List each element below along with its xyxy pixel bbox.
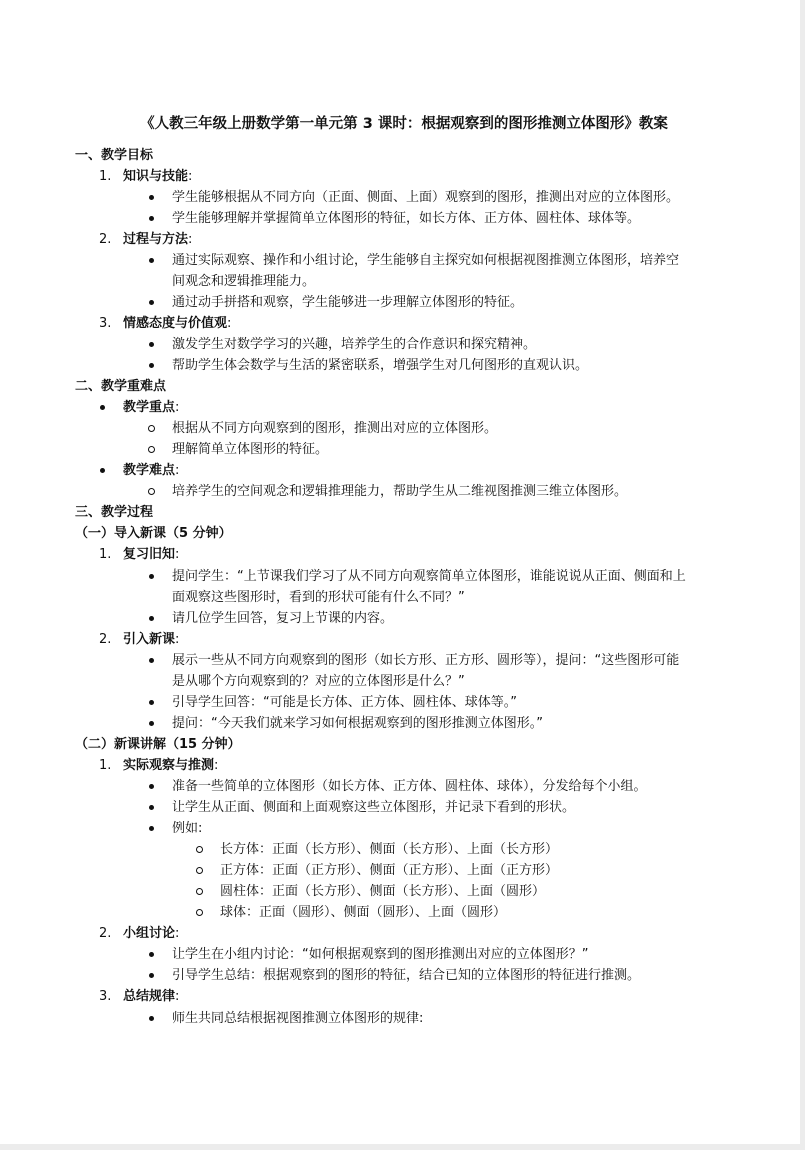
item-colon: :: [175, 547, 180, 562]
list-item-continuation: 是从哪个方向观察到的？对应的立体图形是什么？”: [172, 674, 465, 689]
list-item: 理解简单立体图形的特征。: [172, 439, 328, 460]
subsection-heading: （一）导入新课（5 分钟）: [75, 526, 232, 541]
item-colon: :: [175, 463, 180, 478]
list-item: 请几位学生回答，复习上节课的内容。: [172, 608, 393, 629]
list-item: 球体：正面（圆形）、侧面（圆形）、上面（圆形）: [220, 902, 506, 923]
list-item: 根据从不同方向观察到的图形，推测出对应的立体图形。: [172, 418, 497, 439]
document-title: 《人教三年级上册数学第一单元第 3 课时：根据观察到的图形推测立体图形》教案: [140, 116, 668, 132]
list-number: 2.: [99, 232, 112, 247]
list-item: 圆柱体：正面（长方形）、侧面（长方形）、上面（圆形）: [220, 881, 545, 902]
item-colon: :: [214, 758, 219, 773]
item-colon: :: [175, 400, 180, 415]
item-colon: :: [175, 632, 180, 647]
list-number: 2.: [99, 926, 112, 941]
list-item-heading: [123, 397, 179, 418]
list-item-heading: [123, 313, 231, 334]
subsection-heading: （二）新课讲解（15 分钟）: [75, 737, 241, 752]
list-item-heading: [123, 229, 192, 250]
list-item: 引导学生回答：“可能是长方体、正方体、圆柱体、球体等。”: [172, 692, 517, 713]
item-label: 情感态度与价值观: [123, 316, 228, 331]
list-item: 激发学生对数学学习的兴趣，培养学生的合作意识和探究精神。: [172, 334, 536, 355]
list-number: 1.: [99, 758, 112, 773]
item-colon: :: [227, 316, 232, 331]
item-label: 知识与技能: [123, 169, 189, 184]
list-item: 准备一些简单的立体图形（如长方体、正方体、圆柱体、球体），分发给每个小组。: [172, 776, 647, 797]
list-number: 1.: [99, 547, 112, 562]
list-item: 培养学生的空间观念和逻辑推理能力，帮助学生从二维视图推测三维立体图形。: [172, 481, 627, 502]
item-label: 教学重点: [123, 400, 176, 415]
list-number: 3.: [99, 989, 112, 1004]
list-item: 例如:: [172, 818, 202, 839]
list-item-heading: [123, 986, 179, 1007]
list-item: 通过实际观察、操作和小组讨论，学生能够自主探究如何根据视图推测立体图形，培养空: [172, 250, 679, 271]
list-item: 学生能够根据从不同方向（正面、侧面、上面）观察到的图形，推测出对应的立体图形。: [172, 187, 679, 208]
section-heading: 二、教学重难点: [75, 379, 167, 394]
item-label: 引入新课: [123, 632, 176, 647]
list-item: 提问：“今天我们就来学习如何根据观察到的图形推测立体图形。”: [172, 713, 543, 734]
list-item-heading: [123, 460, 179, 481]
list-item: 让学生在小组内讨论：“如何根据观察到的图形推测出对应的立体图形？”: [172, 944, 588, 965]
item-colon: :: [188, 232, 193, 247]
list-number: 2.: [99, 632, 112, 647]
list-item-heading: [123, 629, 179, 650]
item-colon: :: [175, 989, 180, 1004]
list-item: 让学生从正面、侧面和上面观察这些立体图形，并记录下看到的形状。: [172, 797, 575, 818]
section-heading: 三、教学过程: [75, 505, 154, 520]
list-item-continuation: 面观察这些图形时，看到的形状可能有什么不同？”: [172, 590, 465, 605]
item-colon: :: [188, 169, 193, 184]
list-item: 通过动手拼搭和观察，学生能够进一步理解立体图形的特征。: [172, 292, 523, 313]
list-item-heading: [123, 755, 218, 776]
list-item-continuation: 间观念和逻辑推理能力。: [172, 274, 316, 289]
list-item: 长方体：正面（长方形）、侧面（长方形）、上面（长方形）: [220, 839, 558, 860]
list-item: 帮助学生体会数学与生活的紧密联系，增强学生对几何图形的直观认识。: [172, 355, 588, 376]
item-label: 总结规律: [123, 989, 176, 1004]
list-item: 提问学生：“上节课我们学习了从不同方向观察简单立体图形，谁能说说从正面、侧面和上: [172, 566, 686, 587]
list-item: 师生共同总结根据视图推测立体图形的规律:: [172, 1008, 423, 1029]
item-label: 过程与方法: [123, 232, 189, 247]
item-label: 实际观察与推测: [123, 758, 215, 773]
list-item-heading: [123, 544, 179, 565]
list-item: 引导学生总结：根据观察到的图形的特征，结合已知的立体图形的特征进行推测。: [172, 965, 640, 986]
list-item: 正方体：正面（正方形）、侧面（正方形）、上面（正方形）: [220, 860, 558, 881]
item-label: 复习旧知: [123, 547, 176, 562]
list-item-heading: [123, 166, 192, 187]
item-label: 小组讨论: [123, 926, 176, 941]
list-number: 3.: [99, 316, 112, 331]
item-label: 教学难点: [123, 463, 176, 478]
list-item: 展示一些从不同方向观察到的图形（如长方形、正方形、圆形等），提问：“这些图形可能: [172, 650, 679, 671]
list-item: 学生能够理解并掌握简单立体图形的特征，如长方体、正方体、圆柱体、球体等。: [172, 208, 640, 229]
item-colon: :: [175, 926, 180, 941]
section-heading: 一、教学目标: [75, 148, 154, 163]
list-item-heading: [123, 923, 179, 944]
list-number: 1.: [99, 169, 112, 184]
